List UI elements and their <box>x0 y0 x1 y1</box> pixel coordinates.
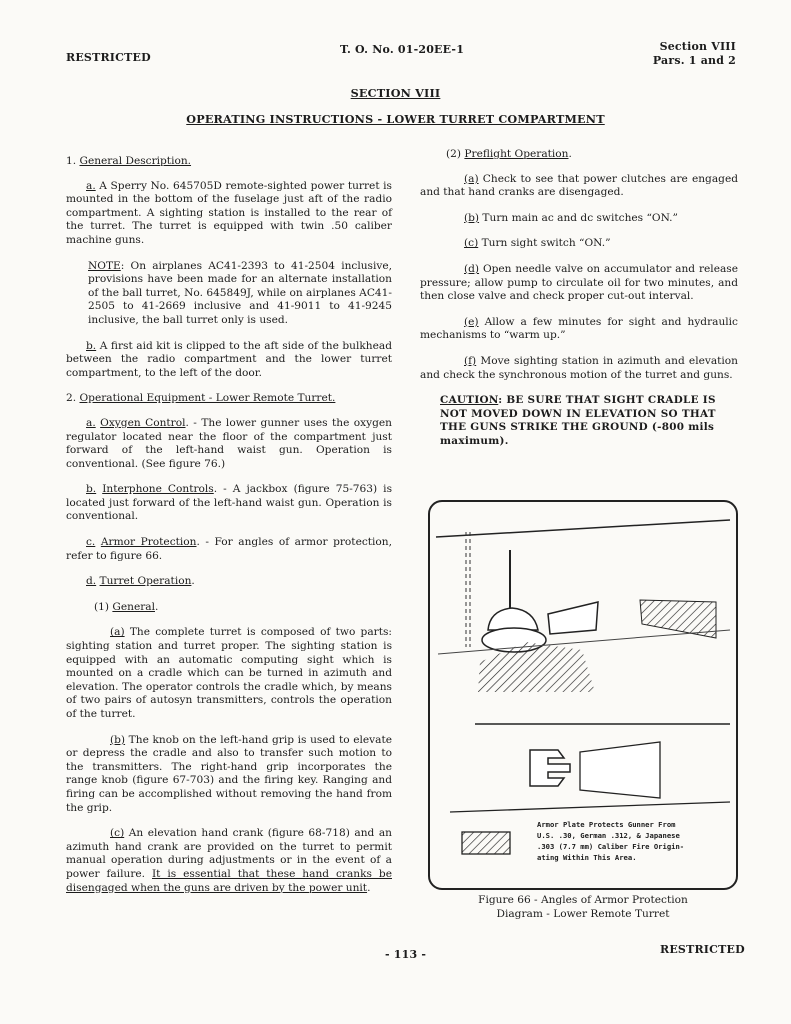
para-2c: c. Armor Protection. - For angles of armor protection, refer to figure 66. <box>66 536 392 562</box>
page-number: - 113 - <box>385 948 427 961</box>
preflight-b: (b) Turn main ac and dc switches “ON.” <box>464 211 678 224</box>
turret-dome <box>488 608 538 630</box>
para-1-title: General Description. <box>79 155 192 167</box>
turret-plan-view <box>530 750 570 786</box>
preflight-heading: (2) Preflight Operation. <box>446 148 572 160</box>
fuselage-line-top <box>436 520 730 537</box>
para-2d: d. Turret Operation. <box>86 575 195 588</box>
para-1b: b. A first aid kit is clipped to the aft side of the bulkhead between the radio compartment and the lower turret compartment, to the left of the door. <box>66 339 392 379</box>
para-c-crank: (c) An elevation hand crank (figure 68-718) and an azimuth hand crank are provided on the turret to permit manual operation during adjustments or in the event of a power failure. It is essential that these hand cranks be disengaged when the guns are driven by the power unit. <box>66 827 392 894</box>
para-2d1: (1) General. <box>94 600 159 613</box>
section-title: OPERATING INSTRUCTIONS - LOWER TURRET COMPARTMENT <box>186 112 605 126</box>
preflight-a: (a) Check to see that power clutches are engaged and that hand cranks are disengaged. <box>420 172 738 199</box>
figure-legend: Armor Plate Protects Gunner From U.S. .30, German .312, & Japanese .303 (7.7 mm) Caliber Fire Origin- ating Within This Area. <box>537 820 685 862</box>
legend-hatch-swatch <box>462 832 510 854</box>
header-pars: Pars. 1 and 2 <box>652 54 736 67</box>
preflight-f: (f) Move sighting station in azimuth and elevation and check the synchronous motion of the turret and guns. <box>420 354 738 381</box>
figure-66-frame <box>428 500 738 890</box>
caution-note: CAUTION: BE SURE THAT SIGHT CRADLE IS NOT MOVED DOWN IN ELEVATION SO THAT THE GUNS STRIKE THE GROUND (-800 mils maximum). <box>440 394 716 447</box>
header-tech-order: T. O. No. 01-20EE-1 <box>340 43 465 56</box>
preflight-c: (c) Turn sight switch “ON.” <box>464 237 611 250</box>
section-number: SECTION VIII <box>350 86 441 100</box>
right-column <box>420 148 738 461</box>
left-column <box>66 155 392 907</box>
armor-plate-plan-view <box>580 742 660 798</box>
note-ball-turret: NOTE: On airplanes AC41-2393 to 41-2504 inclusive, provisions have been made for an alternate installation of the ball turret, No. 645849J, while on airplanes AC41-2505 to 41-2669 inclusive and 41-9011 to 41-9245 inclusive, the ball turret only is used. <box>88 259 392 326</box>
para-1-heading: 1. General Description. <box>66 155 192 167</box>
para-b-grip: (b) The knob on the left-hand grip is used to elevate or depress the cradle and also to transfer such motion to the transmitters. The right-hand grip incorporates the range knob (figure 67-703) and the firing key. Ranging and firing can be accomplished without removing the hand from the grip. <box>66 733 392 814</box>
preflight-e: (e) Allow a few minutes for sight and hydraulic mechanisms to “warm up.” <box>420 315 738 342</box>
header-restricted-left: RESTRICTED <box>66 51 151 64</box>
para-2-heading: 2. Operational Equipment - Lower Remote Turret. <box>66 392 336 405</box>
para-1a: a. A Sperry No. 645705D remote-sighted power turret is mounted in the bottom of the fuselage just aft of the radio compartment. A sighting station is installed to the rear of the turret. The turret is equipped with twin .50 caliber machine guns. <box>66 179 392 246</box>
para-2a: a. Oxygen Control. - The lower gunner uses the oxygen regulator located near the floor of the compartment just forward of the left-hand waist gun. Operation is conventional. (See figure 76.) <box>66 416 392 470</box>
footer-restricted-right: RESTRICTED <box>660 943 745 956</box>
para-a-general: (a) The complete turret is composed of two parts: sighting station and turret proper. The sighting station is equipped with an automatic computing sight which is mounted on a cradle which can be turned in azimuth and elevation. The operator controls the cradle which, by means of two pairs of autosyn transmitters, controls the operation of the turret. <box>66 626 392 720</box>
header-section: Section VIII <box>659 40 736 53</box>
para-2b: b. Interphone Controls. - A jackbox (figure 75-763) is located just forward of the left-hand waist gun. Operation is conventional. <box>66 483 393 523</box>
para-2-title: Operational Equipment - Lower Remote Turret. <box>79 392 336 405</box>
armor-plate-front <box>548 602 598 634</box>
figure-caption: Figure 66 - Angles of Armor Protection Diagram - Lower Remote Turret <box>478 894 688 920</box>
preflight-d: (d) Open needle valve on accumulator and release pressure; allow pump to circulate oil for two minutes, and then close valve and check proper cut-out interval. <box>420 262 738 303</box>
